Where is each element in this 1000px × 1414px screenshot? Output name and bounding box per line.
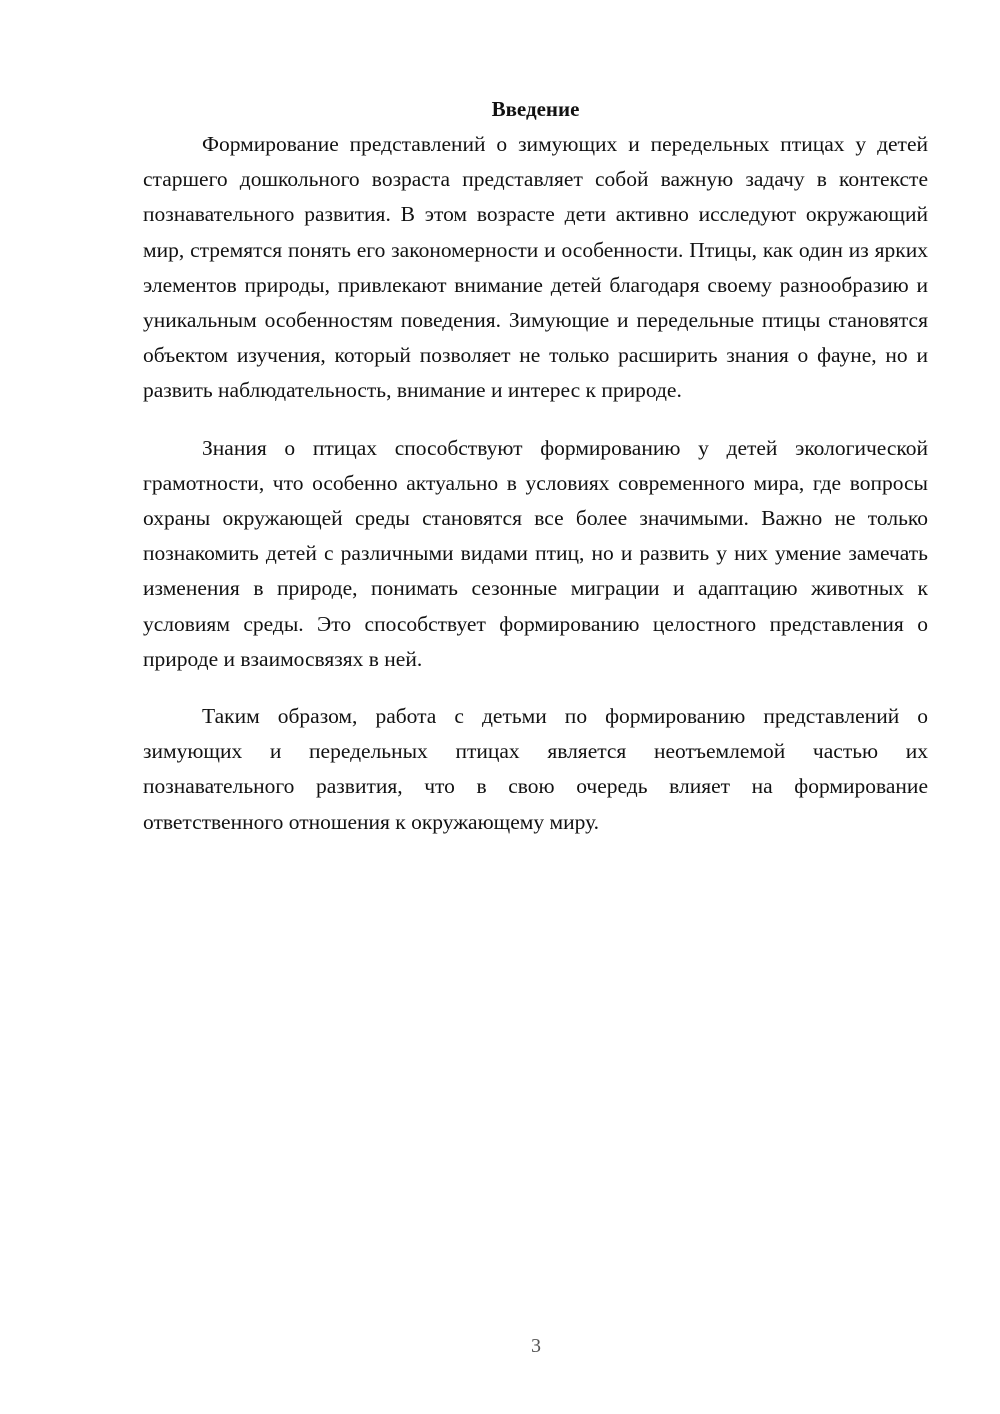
section-title: Введение <box>491 97 580 121</box>
page-content <box>143 92 928 862</box>
paragraph-1: Формирование представлений о зимующих и передельных птицах у детей старшего дошкольного возраста представляет собой важную задачу в контексте познавательного развития. В этом возрасте дети активно исследуют окружающий мир, стремятся понять его закономерности и особенности. Птицы, как один из ярких элементов природы, привлекают внимание детей благодаря своему разнообразию и уникальным особенностям поведения. Зимующие и передельные птицы становятся объектом изучения, который позволяет не только расширить знания о фауне, но и развить наблюдательность, внимание и интерес к природе. <box>143 132 928 403</box>
paragraph-2: Знания о птицах способствуют формированию у детей экологической грамотности, что особенно актуально в условиях современного мира, где вопросы охраны окружающей среды становятся все более значимыми. Важно не только познакомить детей с различными видами птиц, но и развить у них умение замечать изменения в природе, понимать сезонные миграции и адаптацию животных к условиям среды. Это способствует формированию целостного представления о природе и взаимосвязях в ней. <box>143 435 928 671</box>
page-number: 3 <box>531 1335 541 1357</box>
paragraph-3: Таким образом, работа с детьми по формированию представлений о зимующих и передельных птицах является неотъемлемой частью их познавательного развития, что в свою очередь влияет на формирование ответственного отношения к окружающему миру. <box>143 704 928 834</box>
